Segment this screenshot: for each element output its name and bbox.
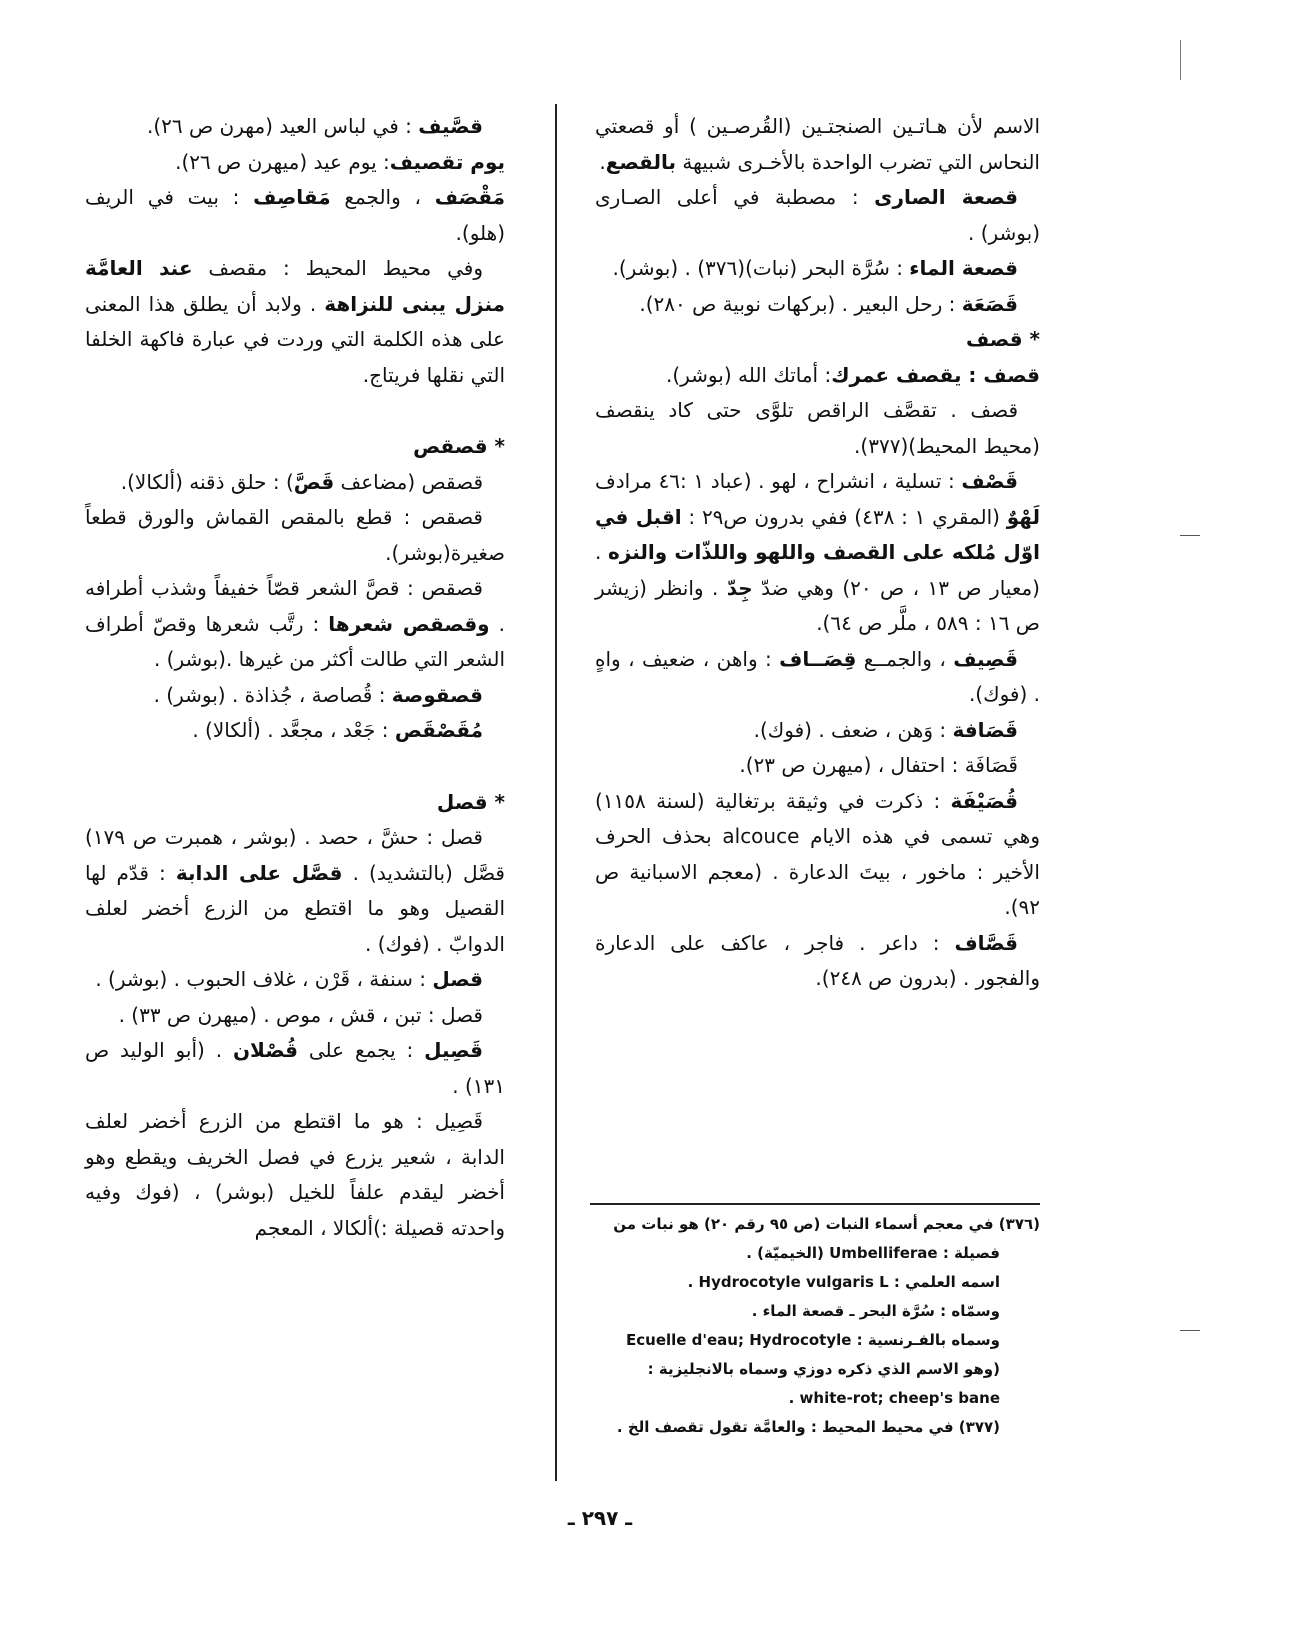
entry-text: قَصَافَة : احتفال ، (ميهرن ص ٢٣). (739, 753, 1018, 777)
headword: قَصِيل (424, 1038, 483, 1062)
entry-paragraph (595, 464, 1040, 642)
entry-paragraph (85, 962, 505, 998)
entry-text: ، والجمــع (856, 646, 954, 671)
entry-text: : داعر . فاجر ، عاكف على الدعارة والفجور . (بدرون ص ٢٤٨). (595, 930, 1040, 990)
entry-text: : يوم عيد (ميهرن ص ٢٦). (175, 149, 390, 174)
entry-paragraph (595, 642, 1040, 713)
entry-text: : بيت في الريف (هلو). (85, 185, 505, 245)
entry-text: : واهن ، ضعيف ، واهٍ . (فوك). (595, 646, 1040, 706)
footnote-line (590, 1239, 1040, 1268)
entry-paragraph (85, 251, 505, 393)
entry-text: : سُرَّة البحر (نبات)(٣٧٦) . (بوشر). (612, 256, 910, 280)
entry-text: . وانظر (زيشر ص ١٦ : ٥٨٩ ، ملَّر ص ٦٤). (595, 575, 1040, 635)
entry-paragraph (595, 109, 1040, 180)
entry-text: . ولابد أن يطلق هذا المعنى على هذه الكلمة التي وردت في عبارة فاكهة الخلفا التي نقلها فريتاج. (85, 291, 505, 387)
entry-paragraph (85, 465, 505, 501)
entry-text: (٣٧٦) في معجم أسماء النبات (ص ٩٥ رقم ٢٠) هو نبات من (613, 1215, 1040, 1233)
headword: لَهْوٌ (1006, 504, 1040, 529)
headword: قَصِيف (953, 646, 1018, 671)
section-gap (85, 393, 505, 429)
entry-paragraph (595, 251, 1040, 287)
entry-paragraph (85, 1033, 505, 1104)
entry-text: : مصطبة في أعلى الصـارى (بوشر) . (595, 185, 1040, 245)
entry-text: : قُصاصة ، جُذاذة . (بوشر) . (153, 682, 392, 707)
right-column (595, 109, 1040, 997)
entry-text: : تسلية ، انشراح ، لهو . (عباد ١ :٤٦ مرادف (595, 469, 962, 493)
entry-text: وسمّاه : سُرَّة البحر ـ قصعة الماء . (751, 1302, 1000, 1320)
page-number: ـ ٢٩٧ ـ (567, 1506, 633, 1530)
scan-edge-tick (1180, 1330, 1200, 1331)
headword: قَصَعَة (961, 291, 1018, 316)
root-heading (595, 322, 1040, 358)
footnote-line (590, 1210, 1040, 1239)
column-divider (555, 104, 557, 1481)
headword: * قصف (965, 327, 1040, 351)
headword: مَقْصَف (434, 185, 506, 209)
entry-text: (٣٧٧) في محيط المحيط : والعامَّة تقول تقصف الخ . (616, 1418, 1000, 1436)
headword: قِصَــاف (779, 646, 857, 671)
entry-text: : في لباس العيد (مهرن ص ٢٦). (146, 114, 419, 138)
scan-edge-tick (1180, 535, 1200, 536)
headword: * قصل (436, 789, 505, 814)
headword: مُقَصْقَص (394, 718, 483, 742)
left-column (85, 109, 505, 1246)
entry-paragraph (85, 678, 505, 714)
headword: قَصَافة (952, 717, 1018, 742)
section-gap (85, 749, 505, 785)
entry-text: : وَهن ، ضعف . (فوك). (753, 717, 953, 742)
headword: قُصْلان (232, 1038, 298, 1062)
footnote-rule (590, 1203, 1040, 1205)
entry-text: : سنفة ، قَرْن ، غلاف الحبوب . (بوشر) . (95, 967, 433, 991)
headword: قَصْف (961, 469, 1018, 493)
entry-text: فصيلة : Umbelliferae (الخيميّة) . (746, 1244, 1000, 1262)
headword: وقصقص شعرها (328, 611, 490, 636)
entry-text: : قدّم لها القصيل وهو ما اقتطع من الزرع أخضر لعلف الدوابّ . (فوك) . (85, 860, 505, 956)
entry-text: (المقري ١ : ٤٣٨) ففي بدرون ص٢٩ : (681, 504, 1007, 529)
entry-text: الاسم لأن هـاتـين الصنجتـين (القُرصـين ) أو قصعتي النحاس التي تضرب الواحدة بالأخـرى شبيهة (595, 114, 1040, 174)
footnote-line (590, 1355, 1040, 1413)
entry-text: : أماتك الله (بوشر). (665, 362, 832, 387)
headword: جِدّ (726, 575, 753, 600)
entry-paragraph (85, 820, 505, 962)
headword: قَصَّاف (954, 930, 1018, 955)
headword: قصَّيف (418, 114, 483, 138)
entry-paragraph (85, 1104, 505, 1246)
entry-text: ) : حلق ذقنه (ألكالا). (120, 469, 294, 494)
entry-text: : رتَّب شعرها وقصّ أطراف الشعر التي طالت أكثر من غيرها .(بوشر) . (85, 611, 505, 671)
entry-paragraph (85, 109, 505, 145)
entry-paragraph (595, 358, 1040, 394)
entry-paragraph (595, 926, 1040, 997)
headword: قصف : يقصف عمرك (831, 362, 1040, 387)
entry-text: اسمه العلمي : Hydrocotyle vulgaris L . (687, 1273, 1000, 1291)
entry-text: قصقص : قطع بالمقص القماش والورق قطعاً صغيرة(بوشر). (85, 505, 505, 565)
root-heading (85, 785, 505, 821)
entry-text: : ذكرت في وثيقة برتغالية (لسنة ١١٥٨) وهي تسمى في هذه الايام alcouce بحذف الحرف الأخير : ماخور ، بيتَ الدعارة . (معجم الاسبانية ص ٩٢). (595, 788, 1041, 919)
entry-text: قصف . تقصَّف الراقص تلوَّى حتى كاد ينقصف (محيط المحيط)(٣٧٧). (595, 398, 1040, 458)
footnote-line (590, 1268, 1040, 1297)
entry-text: ، والجمع (330, 185, 435, 209)
entry-text: قصل : حشَّ ، حصد . (بوشر ، همبرت ص ١٧٩) قصَّل (بالتشديد) . (85, 825, 505, 885)
footnote-line (590, 1297, 1040, 1326)
headword: عند العامَّة منزل يبنى للنزاهة (85, 256, 505, 316)
headword: قصعة الصارى (874, 185, 1018, 209)
entry-paragraph (595, 784, 1040, 926)
entry-text: . (أبو الوليد ص ١٣١) . (85, 1038, 505, 1098)
entry-paragraph (595, 713, 1040, 749)
headword: قصَّل على الدابة (175, 860, 343, 885)
footnote-line (590, 1326, 1040, 1355)
headword: قصعة الماء (909, 256, 1018, 280)
entry-text: : جَعْد ، مجعَّد . (ألكالا) . (192, 718, 395, 742)
entry-paragraph (85, 571, 505, 678)
entry-text: . (599, 149, 606, 174)
entry-text: : يجمع على (298, 1038, 425, 1062)
entry-paragraph (85, 713, 505, 749)
headword: مَقاصِف (253, 185, 331, 209)
footnotes (590, 1210, 1040, 1442)
entry-text: (وهو الاسم الذي ذكره دوزي وسماه بالانجليزية : white-rot; cheep's bane . (647, 1360, 1000, 1407)
entry-text: قَصِيل : هو ما اقتطع من الزرع أخضر لعلف الدابة ، شعير يزرع في فصل الخريف ويقطع وهو أخضر ليقدم علفاً للخيل (بوشر) ، (فوك وفيه واحدته قصيلة :)ألكالا ، المعجم (85, 1109, 505, 1240)
entry-text: وفي محيط المحيط : مقصف (192, 256, 483, 280)
entry-paragraph (85, 180, 505, 251)
headword: قَصَّ (293, 469, 335, 494)
entry-text: قصل : تبن ، قش ، موص . (ميهرن ص ٣٣) . (118, 1002, 483, 1027)
scan-edge-mark (1180, 40, 1181, 80)
headword: اقبل في اوّل مُلكه على القصف واللهو واللذّات والنزه (595, 504, 1041, 564)
root-heading (85, 429, 505, 465)
entry-paragraph (595, 393, 1040, 464)
footnote-line (590, 1413, 1040, 1442)
entry-paragraph (85, 500, 505, 571)
headword: * قصقص (413, 434, 505, 458)
entry-paragraph (595, 748, 1040, 784)
entry-paragraph (595, 287, 1040, 323)
headword: بالقصع (605, 149, 676, 174)
entry-text: . (معيار ص ١٣ ، ص ٢٠) وهي ضدّ (595, 540, 1040, 600)
entry-text: قصقص (مضاعف (334, 469, 483, 494)
headword: يوم تقصيف (389, 149, 505, 174)
entry-text: قصقص : قصَّ الشعر قصّاً خفيفاً وشذب أطرافه . (85, 576, 506, 636)
entry-paragraph (85, 998, 505, 1034)
headword: قصل (432, 967, 483, 991)
entry-text: وسماه بالفـرنسية : Ecuelle d'eau; Hydrocotyle (626, 1331, 1000, 1349)
entry-text: : رحل البعير . (بركهات نوبية ص ٢٨٠). (639, 291, 962, 316)
headword: قصقوصة (391, 682, 483, 707)
headword: قُصَيْفَة (950, 788, 1018, 813)
entry-paragraph (595, 180, 1040, 251)
entry-paragraph (85, 145, 505, 181)
